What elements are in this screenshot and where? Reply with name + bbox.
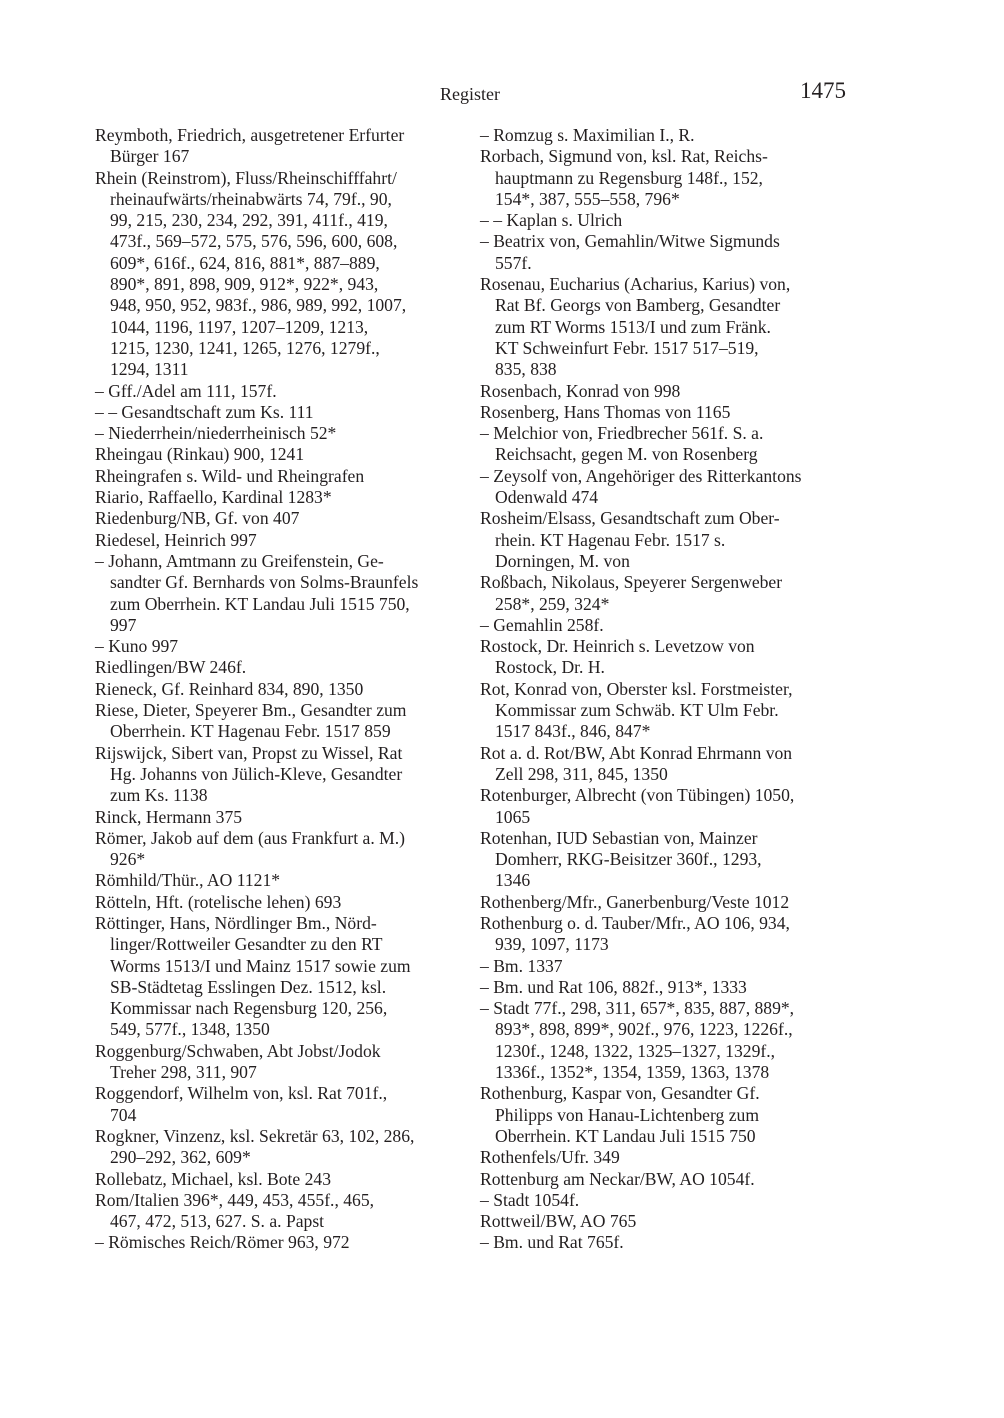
running-title: Register (440, 84, 500, 104)
index-entry: – Bm. und Rat 106, 882f., 913*, 1333 (480, 976, 747, 997)
index-entry: – Bm. und Rat 765f. (480, 1232, 624, 1253)
index-entry: – Beatrix von, Gemahlin/Witwe Sigmunds 557f. (480, 231, 780, 273)
index-entry: Röttinger, Hans, Nördlinger Bm., Nörd- linger/Rottweiler Gesandter zu den RT Worms 1513/I und Mainz 1517 sowie zum SB-Städtetag Esslingen Dez. 1512, ksl. Kommissar nach Regensburg 120, 256, 549, 577f., 1348, 1350 (95, 912, 411, 1040)
index-entry: Rinck, Hermann 375 (95, 806, 243, 827)
index-entry: Rhein (Reinstrom), Fluss/Rheinschifffahrt/ rheinaufwärts/rheinabwärts 74, 79f., 90, 99, 215, 230, 234, 292, 391, 411f., 419, 473f., 569–572, 575, 576, 596, 600, 608, 609*, 616f., 624, 816, 881*, 887–889, 890*, 891, 898, 909, 912*, 922*, 943, 948, 950, 952, 983f., 986, 989, 992, 1007, 1044, 1196, 1197, 1207–1209, 1213, 1215, 1230, 1241, 1265, 1276, 1279f., 1294, 1311 (95, 167, 407, 380)
index-entry: Rom/Italien 396*, 449, 453, 455f., 465, 467, 472, 513, 627. S. a. Papst (95, 1189, 375, 1232)
index-column-left (95, 125, 465, 1254)
index-entry: Rosenbach, Konrad von 998 (480, 380, 681, 401)
index-entry: – Gemahlin 258f. (480, 614, 604, 635)
index-entry: Riese, Dieter, Speyerer Bm., Gesandter zum Oberrhein. KT Hagenau Febr. 1517 859 (95, 700, 407, 742)
index-entry: – Gff./Adel am 111, 157f. (95, 380, 277, 401)
index-entry: Rheingrafen s. Wild- und Rheingrafen (95, 465, 365, 486)
index-entry: Roggenburg/Schwaben, Abt Jobst/Jodok Treher 298, 311, 907 (95, 1040, 381, 1083)
index-entry: Rottenburg am Neckar/BW, AO 1054f. (480, 1168, 755, 1189)
index-entry: Rotenburger, Albrecht (von Tübingen) 1050, 1065 (480, 785, 795, 827)
index-entry: Römhild/Thür., AO 1121* (95, 870, 281, 891)
index-entry: Rotenhan, IUD Sebastian von, Mainzer Domherr, RKG-Beisitzer 360f., 1293, 1346 (480, 827, 762, 891)
index-entry: – Bm. 1337 (480, 955, 563, 976)
index-entry: Römer, Jakob auf dem (aus Frankfurt a. M.) 926* (95, 827, 406, 870)
index-entry: Rot, Konrad von, Oberster ksl. Forstmeister, Kommissar zum Schwäb. KT Ulm Febr. 1517 843f., 846, 847* (480, 678, 793, 742)
index-entry: Riedesel, Heinrich 997 (95, 529, 257, 550)
index-entry: – Kuno 997 (95, 636, 179, 657)
index-entry: Riario, Raffaello, Kardinal 1283* (95, 487, 332, 508)
page-number: 1475 (800, 78, 846, 103)
index-entry: – Zeysolf von, Angehöriger des Ritterkantons Odenwald 474 (480, 465, 802, 508)
index-entry: Rosheim/Elsass, Gesandtschaft zum Ober- rhein. KT Hagenau Febr. 1517 s. Dorningen, M. von (480, 508, 780, 571)
index-entry: Rothenberg/Mfr., Ganerbenburg/Veste 1012 (480, 891, 790, 912)
index-entry: Reymboth, Friedrich, ausgetretener Erfurter Bürger 167 (95, 125, 405, 167)
index-entry: – – Gesandtschaft zum Ks. 111 (95, 401, 314, 422)
index-entry: Rieneck, Gf. Reinhard 834, 890, 1350 (95, 678, 364, 699)
index-entry: Rottweil/BW, AO 765 (480, 1211, 637, 1232)
running-head (0, 78, 1004, 106)
index-entry: – Niederrhein/niederrheinisch 52* (95, 423, 337, 444)
index-entry: Rostock, Dr. Heinrich s. Levetzow von Rostock, Dr. H. (480, 636, 755, 678)
index-entry: – Johann, Amtmann zu Greifenstein, Ge- sandter Gf. Bernhards von Solms-Braunfels zum Oberrhein. KT Landau Juli 1515 750, 997 (95, 550, 419, 635)
index-column-right (480, 125, 850, 1254)
index-entry: – Stadt 1054f. (480, 1189, 580, 1210)
index-entry: – Stadt 77f., 298, 311, 657*, 835, 887, 889*, 893*, 898, 899*, 902f., 976, 1223, 1226f., 1230f., 1248, 1322, 1325–1327, 1329f., 1336f., 1352*, 1354, 1359, 1363, 1378 (480, 998, 795, 1083)
index-entry: Roggendorf, Wilhelm von, ksl. Rat 701f., 704 (95, 1083, 388, 1125)
index-entry: Rogkner, Vinzenz, ksl. Sekretär 63, 102, 286, 290–292, 362, 609* (95, 1125, 415, 1168)
index-entry: Rötteln, Hft. (rotelische lehen) 693 (95, 891, 342, 912)
index-entry: Rothenburg, Kaspar von, Gesandter Gf. Philipps von Hanau-Lichtenberg zum Oberrhein. KT Landau Juli 1515 750 (480, 1083, 760, 1146)
index-entry: – – Kaplan s. Ulrich (480, 210, 623, 231)
index-entry: Rot a. d. Rot/BW, Abt Konrad Ehrmann von Zell 298, 311, 845, 1350 (480, 742, 793, 784)
index-entry: Rosenau, Eucharius (Acharius, Karius) von, Rat Bf. Georgs von Bamberg, Gesandter zum RT Worms 1513/I und zum Fränk. KT Schweinfurt Febr. 1517 517–519, 835, 838 (480, 274, 791, 380)
index-entry: Rollebatz, Michael, ksl. Bote 243 (95, 1168, 332, 1189)
index-entry: Riedenburg/NB, Gf. von 407 (95, 508, 300, 529)
index-entry: Riedlingen/BW 246f. (95, 657, 247, 678)
index-entry: Rijswijck, Sibert van, Propst zu Wissel, Rat Hg. Johanns von Jülich-Kleve, Gesandter zum Ks. 1138 (95, 742, 403, 806)
index-entry: Rorbach, Sigmund von, ksl. Rat, Reichs- hauptmann zu Regensburg 148f., 152, 154*, 387, 555–558, 796* (480, 146, 768, 209)
index-entry: Rothenburg o. d. Tauber/Mfr., AO 106, 934, 939, 1097, 1173 (480, 912, 790, 955)
index-entry: – Melchior von, Friedbrecher 561f. S. a. Reichsacht, gegen M. von Rosenberg (480, 423, 764, 465)
index-entry: – Romzug s. Maximilian I., R. (480, 125, 695, 145)
index-entry: Rosenberg, Hans Thomas von 1165 (480, 401, 731, 422)
index-entry: Rothenfels/Ufr. 349 (480, 1147, 620, 1168)
index-entry: Rheingau (Rinkau) 900, 1241 (95, 444, 305, 465)
index-entry: Roßbach, Nikolaus, Speyerer Sergenweber 258*, 259, 324* (480, 572, 783, 614)
index-entry: – Römisches Reich/Römer 963, 972 (95, 1232, 350, 1253)
